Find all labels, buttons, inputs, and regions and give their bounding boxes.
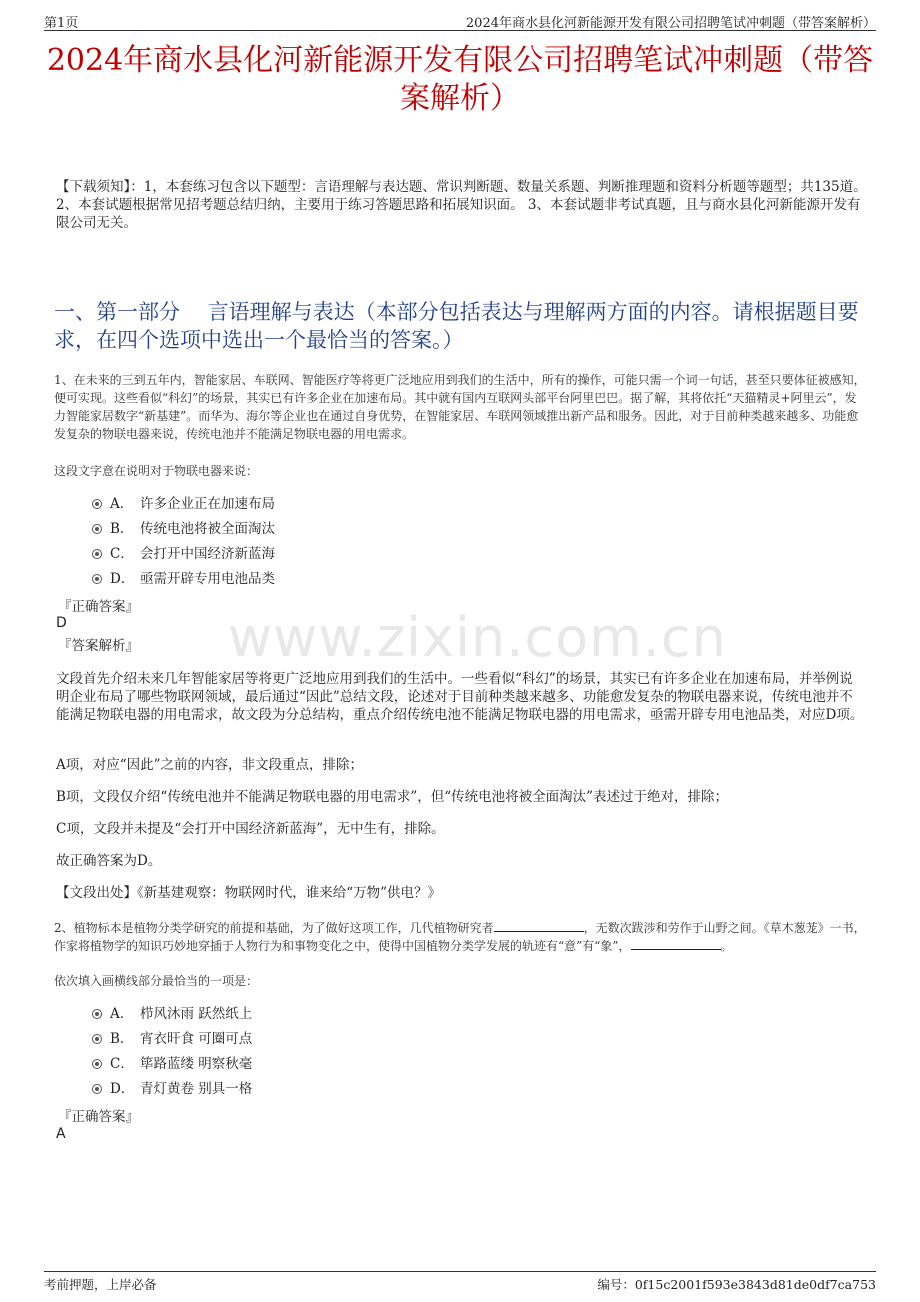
radio-icon[interactable] (92, 1084, 102, 1094)
q2-option-b[interactable]: B． 宵衣旰食 可圈可点 (92, 1027, 252, 1052)
q1-answer-label: 『正确答案』 (58, 599, 139, 615)
q1-analysis-b: B项，文段仅介绍“传统电池并不能满足物联电器的用电需求”，但“传统电池将被全面淘汰”表述过于绝对，排除； (56, 789, 729, 805)
q1-option-b[interactable]: B． 传统电池将被全面淘汰 (92, 517, 275, 542)
download-notice: 【下载须知】：1，本套练习包含以下题型：言语理解与表达题、常识判断题、数量关系题、判断推理题和资料分析题等题型；共135道。 2、本套试题根据常见招考题总结归纳，主要用于练习答题思路和拓展知识面。 3、本套试题非考试真题，且与商水县化河新能源开发有限公司无关。 (56, 179, 867, 231)
page-header (44, 10, 876, 31)
radio-icon[interactable] (92, 499, 102, 509)
q2-options (92, 1002, 252, 1102)
q2-stem: 2、植物标本是植物分类学研究的前提和基础，为了做好这项工作，几代植物研究者 ，无数次跋涉和劳作于山野之间。《草木葱茏》一书，作家将植物学的知识巧妙地穿插于人物行为和事物变化之中，使得中国植物分类学发展的轨迹有“意”有“象”， 。 (54, 921, 866, 953)
q2-answer: A (56, 1126, 66, 1142)
q1-option-d[interactable]: D． 亟需开辟专用电池品类 (92, 567, 275, 592)
q2-question: 依次填入画横线部分最恰当的一项是： (54, 974, 259, 988)
document-title: 2024年商水县化河新能源开发有限公司招聘笔试冲刺题（带答案解析） (46, 43, 874, 116)
q1-stem: 1、在未来的三到五年内，智能家居、车联网、智能医疗等将更广泛地应用到我们的生活中，所有的操作，可能只需一个词一句话，甚至只要体征被感知，便可实现。这些看似“科幻”的场景，其实已有许多企业在加速布局。其中就有国内互联网头部平台阿里巴巴。据了解，其将依托“天猫精灵+阿里云”，发力智能家居数字“新基建”。而华为、海尔等企业也在通过自身优势，在智能家居、车联网领域推出新产品和服务。因此，对于目前种类越来越多、功能愈发复杂的物联电器来说，传统电池并不能满足物联电器的用电需求。 (54, 373, 866, 441)
q1-options (92, 492, 275, 592)
radio-icon[interactable] (92, 574, 102, 584)
q2-answer-label: 『正确答案』 (58, 1109, 139, 1125)
q1-option-c[interactable]: C． 会打开中国经济新蓝海 (92, 542, 275, 567)
q1-analysis-label: 『答案解析』 (58, 638, 139, 654)
footer-slogan: 考前押题，上岸必备 (44, 1277, 157, 1292)
q1-analysis-conclusion: 故正确答案为D。 (56, 853, 162, 869)
q1-answer: D (56, 615, 67, 631)
radio-icon[interactable] (92, 1034, 102, 1044)
page-number: 第1页 (44, 16, 79, 31)
radio-icon[interactable] (92, 1009, 102, 1019)
radio-icon[interactable] (92, 549, 102, 559)
fill-blank-2[interactable] (631, 939, 721, 950)
radio-icon[interactable] (92, 524, 102, 534)
page-footer (44, 1271, 876, 1292)
q1-question: 这段文字意在说明对于物联电器来说： (54, 464, 259, 478)
q1-analysis-a: A项，对应“因此”之前的内容，非文段重点，排除； (56, 757, 364, 773)
q1-analysis-c: C项，文段并未提及“会打开中国经济新蓝海”，无中生有，排除。 (56, 821, 445, 837)
fill-blank-1[interactable] (494, 921, 584, 932)
q1-analysis-main: 文段首先介绍未来几年智能家居等将更广泛地应用到我们的生活中。一些看似“科幻”的场景，其实已有许多企业在加速布局，并举例说明企业布局了哪些物联网领域，最后通过“因此”总结文段，论述对于目前种类越来越多、功能愈发复杂的物联电器来说，传统电池并不能满足物联电器的用电需求，故文段为分总结构，重点介绍传统电池不能满足物联电器的用电需求，亟需开辟专用电池品类，对应D项。 (56, 671, 864, 723)
watermark: www.zixin.com.cn (228, 606, 727, 669)
footer-doc-id: 编号：0f15c2001f593e3843d81de0df7ca753 (597, 1277, 876, 1292)
q2-option-a[interactable]: A． 栉风沐雨 跃然纸上 (92, 1002, 252, 1027)
q1-source: 【文段出处】《新基建观察：物联网时代，谁来给“万物”供电？》 (56, 885, 442, 901)
radio-icon[interactable] (92, 1059, 102, 1069)
q2-option-d[interactable]: D． 青灯黄卷 别具一格 (92, 1077, 252, 1102)
header-doc-title: 2024年商水县化河新能源开发有限公司招聘笔试冲刺题（带答案解析） (465, 16, 876, 31)
q2-option-c[interactable]: C． 筚路蓝缕 明察秋毫 (92, 1052, 252, 1077)
section-title: 一、第一部分 言语理解与表达（本部分包括表达与理解两方面的内容。请根据题目要求，在四个选项中选出一个最恰当的答案。） (54, 300, 859, 352)
q1-option-a[interactable]: A． 许多企业正在加速布局 (92, 492, 275, 517)
